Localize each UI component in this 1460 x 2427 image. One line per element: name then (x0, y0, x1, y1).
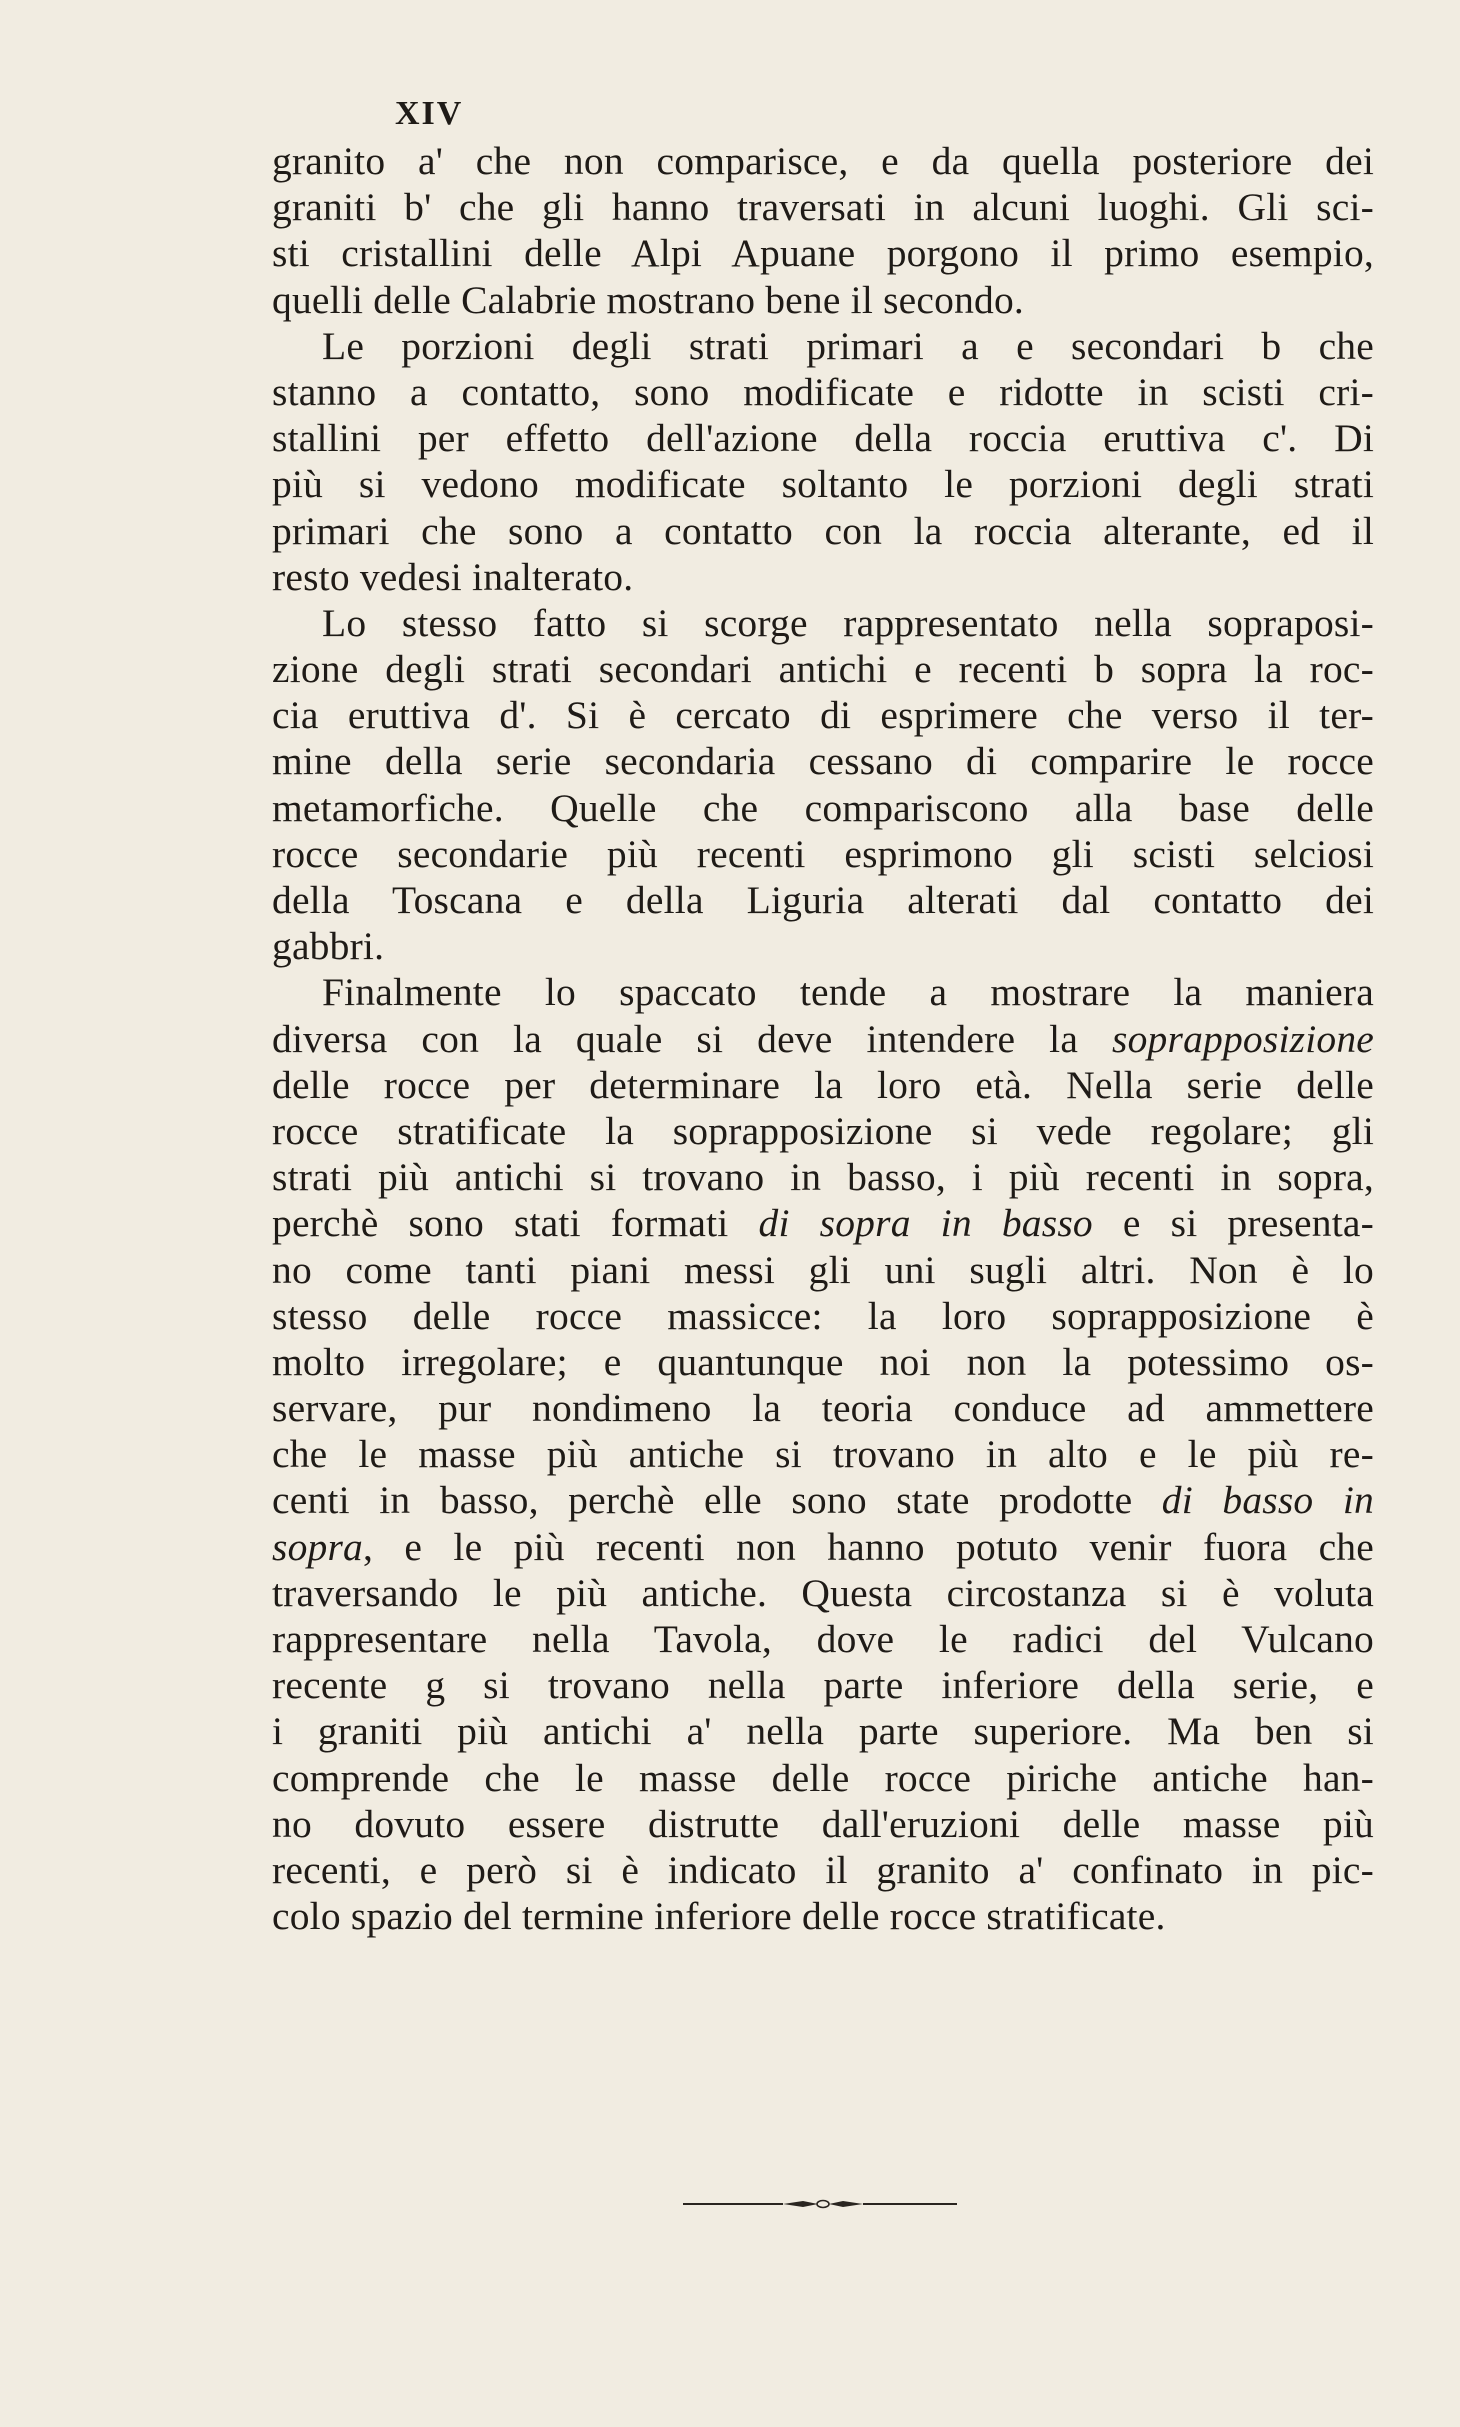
text-line: graniti b' che gli hanno traversati in alcuni luoghi. Gli sci- (272, 185, 1374, 230)
italic-term: sopra (272, 1524, 363, 1569)
ornament-divider (683, 2198, 957, 2210)
italic-term: di basso in (1161, 1478, 1374, 1523)
text-line: recente g si trovano nella parte inferiore della serie, e (272, 1663, 1374, 1708)
text-segment: e si presenta- (1092, 1201, 1374, 1246)
text-line: Finalmente lo spaccato tende a mostrare la maniera (322, 970, 1374, 1015)
text-line: Lo stesso fatto si scorge rappresentato nella sopraposi- (322, 600, 1374, 645)
body-text (272, 138, 1374, 1939)
text-line (272, 1200, 1374, 1246)
ornament-flourish-left (783, 2201, 818, 2207)
text-line: stanno a contatto, sono modificate e ridotte in scisti cri- (272, 369, 1374, 414)
text-line: sti cristallini delle Alpi Apuane porgono il primo esempio, (272, 231, 1374, 276)
text-line: metamorfiche. Quelle che compariscono alla base delle (272, 785, 1374, 830)
ornament-flourish-right (829, 2201, 863, 2207)
text-line (272, 1524, 1374, 1570)
text-line (272, 1016, 1374, 1062)
text-line: stesso delle rocce massicce: la loro soprapposizione è (272, 1293, 1374, 1338)
text-line: gabbri. (272, 924, 385, 969)
text-segment: diversa con la quale si deve intendere la (272, 1016, 1113, 1061)
text-line: servare, pur nondimeno la teoria conduce ad ammettere (272, 1386, 1374, 1431)
text-line: più si vedono modificate soltanto le porzioni degli strati (272, 462, 1374, 507)
text-line: quelli delle Calabrie mostrano bene il secondo. (272, 277, 1024, 322)
text-line: granito a' che non comparisce, e da quella posteriore dei (272, 139, 1374, 183)
text-line: mine della serie secondaria cessano di comparire le rocce (272, 739, 1374, 784)
text-line: colo spazio del termine inferiore delle rocce stratificate. (272, 1894, 1166, 1939)
text-line: rappresentare nella Tavola, dove le radici del Vulcano (272, 1617, 1374, 1661)
text-line: recenti, e però si è indicato il granito a' confinato in pic- (272, 1847, 1374, 1892)
text-segment: centi in basso, perchè elle sono state prodotte (272, 1478, 1162, 1523)
text-line: Le porzioni degli strati primari a e secondari b che (322, 323, 1374, 368)
text-line: stallini per effetto dell'azione della roccia eruttiva c'. Di (272, 416, 1374, 461)
text-line: rocce secondarie più recenti esprimono gli scisti selciosi (272, 831, 1374, 876)
text-line: resto vedesi inalterato. (272, 554, 634, 599)
text-line: molto irregolare; e quantunque noi non la potessimo os- (272, 1339, 1374, 1384)
text-segment: , e le più recenti non hanno potuto venir fuora che (363, 1524, 1374, 1569)
text-line: della Toscana e della Liguria alterati dal contatto dei (272, 878, 1374, 922)
text-segment: perchè sono stati formati (272, 1201, 759, 1246)
text-line (272, 1477, 1374, 1523)
text-line: no dovuto essere distrutte dall'eruzioni delle masse più (272, 1801, 1374, 1846)
text-line: rocce stratificate la soprapposizione si vede regolare; gli (272, 1108, 1374, 1153)
text-line: no come tanti piani messi gli uni sugli altri. Non è lo (272, 1247, 1374, 1292)
text-line: strati più antichi si trovano in basso, i più recenti in sopra, (272, 1155, 1374, 1200)
text-line: primari che sono a contatto con la roccia alterante, ed il (272, 508, 1374, 553)
ornament-center (817, 2201, 829, 2208)
text-line: cia eruttiva d'. Si è cercato di esprimere che verso il ter- (272, 693, 1374, 738)
text-line: i graniti più antichi a' nella parte superiore. Ma ben si (272, 1709, 1374, 1754)
text-line: che le masse più antiche si trovano in alto e le più re- (272, 1432, 1374, 1477)
text-line: comprende che le masse delle rocce piriche antiche han- (272, 1755, 1374, 1800)
page-number: XIV (395, 95, 464, 132)
italic-term: di sopra in basso (758, 1201, 1093, 1246)
italic-term: soprapposizione (1112, 1016, 1374, 1061)
text-line: traversando le più antiche. Questa circostanza si è voluta (272, 1570, 1374, 1615)
text-line: delle rocce per determinare la loro età. Nella serie delle (272, 1062, 1374, 1107)
text-line: zione degli strati secondari antichi e recenti b sopra la roc- (272, 647, 1374, 692)
